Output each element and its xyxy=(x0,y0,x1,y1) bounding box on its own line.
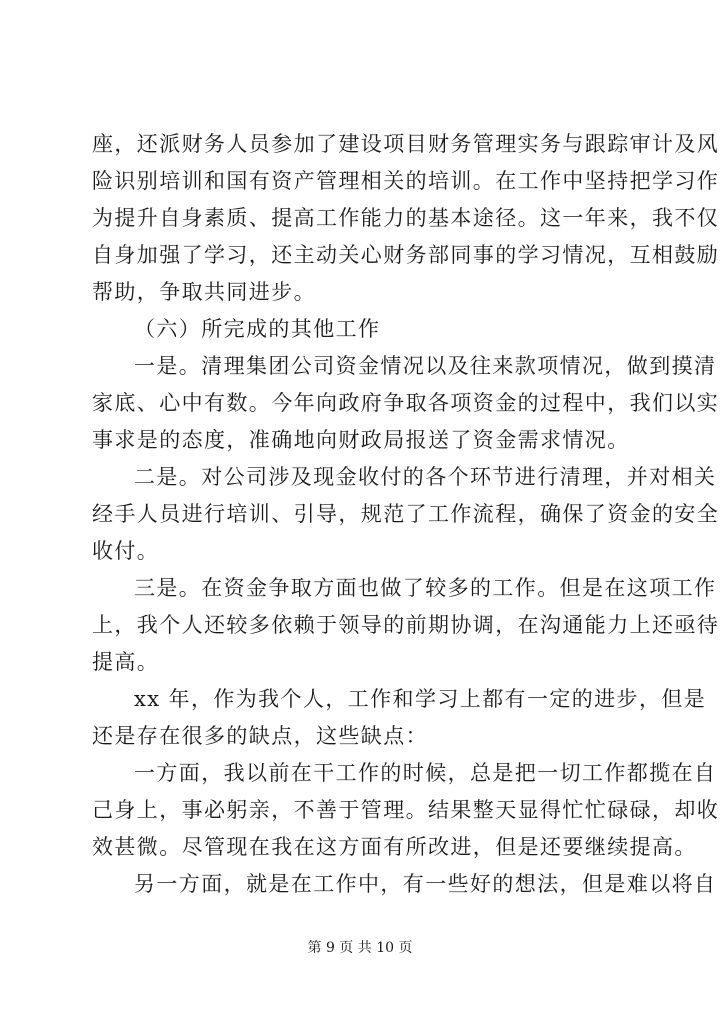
page-footer xyxy=(0,937,720,957)
text-line: 提高。 xyxy=(92,650,160,674)
text-line: 效甚微。尽管现在我在这方面有所改进，但是还要继续提高。 xyxy=(92,835,697,859)
text-line: 一方面，我以前在干工作的时候，总是把一切工作都揽在自 xyxy=(134,761,717,785)
text-line: 自身加强了学习，还主动关心财务部同事的学习情况，互相鼓励 xyxy=(92,243,720,267)
text-line: 座，还派财务人员参加了建设项目财务管理实务与跟踪审计及风 xyxy=(92,132,720,156)
text-line: 事求是的态度，准确地向财政局报送了资金需求情况。 xyxy=(92,428,630,452)
text-line: 三是。在资金争取方面也做了较多的工作。但是在这项工作 xyxy=(134,576,717,600)
body-text xyxy=(92,126,720,903)
text-line: 另一方面，就是在工作中，有一些好的想法，但是难以将自 xyxy=(134,872,717,896)
text-line: 上，我个人还较多依赖于领导的前期协调，在沟通能力上还亟待 xyxy=(92,613,720,637)
text-line: xx 年，作为我个人，工作和学习上都有一定的进步，但是 xyxy=(134,687,707,711)
text-line: 二是。对公司涉及现金收付的各个环节进行清理，并对相关 xyxy=(134,465,717,489)
text-line: 险识别培训和国有资产管理相关的培训。在工作中坚持把学习作 xyxy=(92,169,720,193)
text-line: 经手人员进行培训、引导，规范了工作流程，确保了资金的安全 xyxy=(92,502,720,526)
page-number: 第 9 页 共 10 页 xyxy=(307,940,413,956)
text-line: 帮助，争取共同进步。 xyxy=(92,280,316,304)
text-line: 己身上，事必躬亲，不善于管理。结果整天显得忙忙碌碌，却收 xyxy=(92,798,720,822)
text-line: 家底、心中有数。今年向政府争取各项资金的过程中，我们以实 xyxy=(92,391,720,415)
text-line: 收付。 xyxy=(92,539,160,563)
section-heading: （六）所完成的其他工作 xyxy=(134,317,381,341)
text-line: 一是。清理集团公司资金情况以及往来款项情况，做到摸清 xyxy=(134,354,717,378)
text-line: 还是存在很多的缺点，这些缺点： xyxy=(92,724,428,748)
text-line: 为提升自身素质、提高工作能力的基本途径。这一年来，我不仅 xyxy=(92,206,720,230)
